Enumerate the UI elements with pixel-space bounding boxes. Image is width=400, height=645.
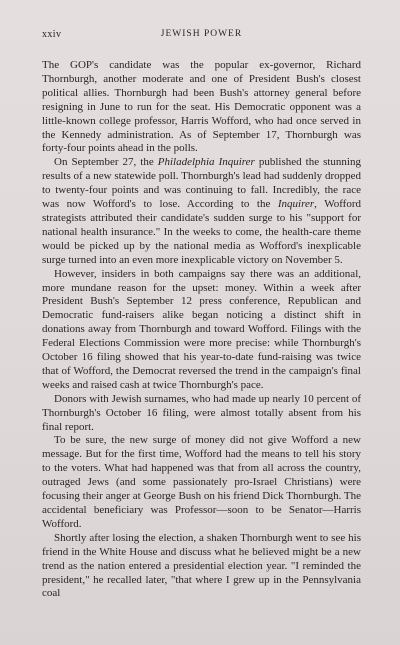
newspaper-title: Philadelphia Inquirer (157, 156, 255, 169)
paragraph (42, 156, 361, 267)
paragraph: However, insiders in both campaigns say there was an additional, more mundane reason for the upset: money. Within a week after President Bush's September 12 press conference, Republican and Democratic fund-raisers alike began noticing a distinct shift in donations away from Thornburgh and toward Wofford. Filings with the Federal Elections Commission were more precise: while Thornburgh's October 16 filing showed that his year-to-date fund-raising was twice that of Wofford, the Democrat reversed the trend in the campaign's final weeks and raised cash at twice Thornburgh's pace. (42, 267, 361, 391)
paragraph: To be sure, the new surge of money did not give Wofford a new message. But for the first time, Wofford had the means to tell his story to the voters. What had happened was that from all across the country, outraged Jews (and some passionately pro-Israel Christians) were focusing their anger at George Bush on his friend Dick Thornburgh. The accidental beneficiary was Professor—soon to be Senator—Harris Wofford. (42, 434, 361, 530)
running-head (42, 29, 361, 45)
paragraph: Donors with Jewish surnames, who had made up nearly 10 percent of Thornburgh's October 16 filing, were almost totally absent from his final report. (42, 392, 361, 433)
body-text (42, 59, 361, 601)
text-run: , Wofford strategists attributed their candidate's sudden surge to his "support for national health insurance." In the weeks to come, the health-care theme would be picked up by the national media as Wofford's inexplicable surge turned into an even more inexplicable victory on November 5. (42, 198, 361, 266)
book-title: JEWISH POWER (160, 29, 243, 39)
paragraph: Shortly after losing the election, a shaken Thornburgh went to see his friend in the White House and discuss what he believed might be a new trend as the nation entered a presidential election year. "I reminded the president," he recalled later, "that where I grew up in the Pennsylvania coal (42, 531, 361, 600)
newspaper-title: Inquirer (277, 198, 315, 211)
text-run: published the stunning results of a new statewide poll. Thornburgh's lead had suddenly dropped to twenty-four points and was continuing to fall. Incredibly, the race was now Wofford's to lose. According to the (42, 156, 361, 211)
paragraph: The GOP's candidate was the popular ex-governor, Richard Thornburgh, another moderate and one of President Bush's closest political allies. Thornburgh had been Bush's attorney general before resigning in June to run for the seat. His Democratic opponent was a little-known college professor, Harris Wofford, who had once served in the Kennedy administration. As of September 17, Thornburgh was forty-four points ahead in the polls. (42, 59, 361, 155)
page-number: xxiv (42, 29, 62, 40)
text-run: On September 27, the (54, 156, 158, 169)
